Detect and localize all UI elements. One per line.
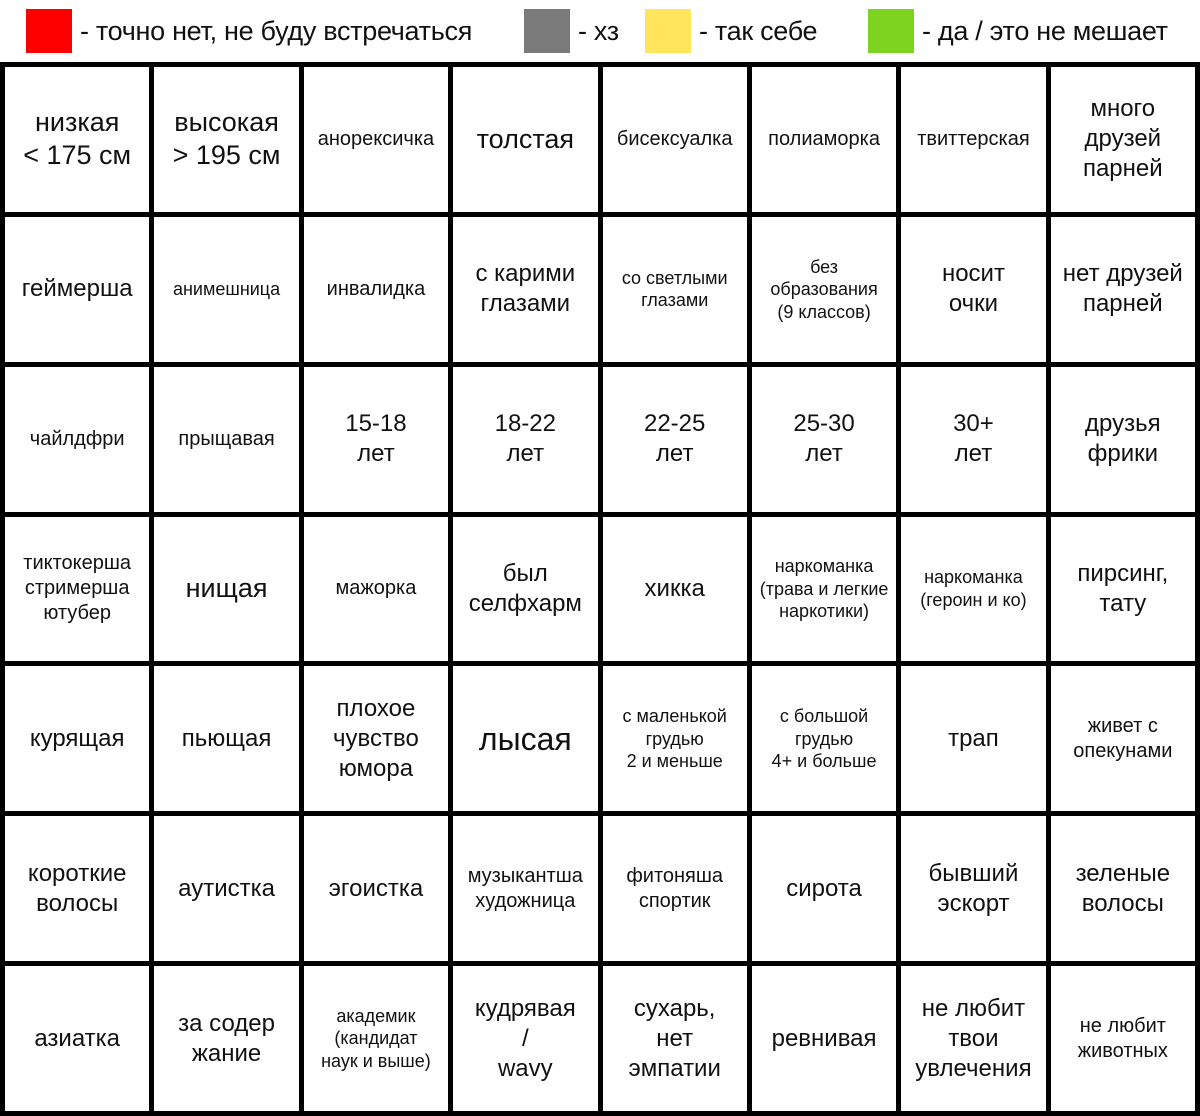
grid-cell[interactable]: со светлыми глазами [603, 217, 747, 362]
grid-cell[interactable]: без образования (9 классов) [752, 217, 896, 362]
grid-cell[interactable]: пьющая [154, 666, 298, 811]
grid-cell[interactable]: лысая [453, 666, 597, 811]
grid-cell[interactable]: плохое чувство юмора [304, 666, 448, 811]
grid-cell[interactable]: пирсинг, тату [1051, 517, 1195, 662]
grid-cell[interactable]: низкая < 175 см [5, 67, 149, 212]
grid-cell[interactable]: зеленые волосы [1051, 816, 1195, 961]
grid-cell[interactable]: 25-30 лет [752, 367, 896, 512]
grid-cell[interactable]: анимешница [154, 217, 298, 362]
grid-cell[interactable]: курящая [5, 666, 149, 811]
grid-cell[interactable]: академик (кандидат наук и выше) [304, 966, 448, 1111]
grid-cell[interactable]: нищая [154, 517, 298, 662]
grid-cell[interactable]: чайлдфри [5, 367, 149, 512]
grid-cell[interactable]: высокая > 195 см [154, 67, 298, 212]
grid-cell[interactable]: толстая [453, 67, 597, 212]
color-legend [0, 0, 1200, 62]
legend-label-meh: - так себе [699, 15, 818, 46]
grid-cell[interactable]: носит очки [901, 217, 1045, 362]
grid-cell[interactable]: короткие волосы [5, 816, 149, 961]
grid-cell[interactable]: не любит твои увлечения [901, 966, 1045, 1111]
yellow-swatch [645, 9, 691, 53]
bingo-grid [0, 62, 1200, 1116]
green-swatch [868, 9, 914, 53]
grid-cell[interactable]: трап [901, 666, 1045, 811]
grid-cell[interactable]: нет друзей парней [1051, 217, 1195, 362]
grid-cell[interactable]: друзья фрики [1051, 367, 1195, 512]
grid-cell[interactable]: тиктокерша стримерша ютубер [5, 517, 149, 662]
grid-cell[interactable]: ревнивая [752, 966, 896, 1111]
grid-cell[interactable]: бывший эскорт [901, 816, 1045, 961]
grid-cell[interactable]: 22-25 лет [603, 367, 747, 512]
grid-cell[interactable]: много друзей парней [1051, 67, 1195, 212]
grid-cell[interactable]: наркоманка (трава и легкие наркотики) [752, 517, 896, 662]
grid-cell[interactable]: музыкантша художница [453, 816, 597, 961]
grid-cell[interactable]: сухарь, нет эмпатии [603, 966, 747, 1111]
grid-cell[interactable]: геймерша [5, 217, 149, 362]
grid-cell[interactable]: хикка [603, 517, 747, 662]
grid-cell[interactable]: кудрявая / wavy [453, 966, 597, 1111]
grid-cell[interactable]: был селфхарм [453, 517, 597, 662]
grid-cell[interactable]: инвалидка [304, 217, 448, 362]
grid-cell[interactable]: не любит животных [1051, 966, 1195, 1111]
legend-label-yes: - да / это не мешает [922, 15, 1168, 46]
grid-cell[interactable]: с карими глазами [453, 217, 597, 362]
red-swatch [26, 9, 72, 53]
legend-item-meh [645, 0, 817, 62]
grid-cell[interactable]: полиаморка [752, 67, 896, 212]
legend-item-unsure [524, 0, 619, 62]
legend-item-yes [868, 0, 1168, 62]
grid-cell[interactable]: наркоманка (героин и ко) [901, 517, 1045, 662]
legend-label-unsure: - хз [578, 15, 619, 46]
grid-cell[interactable]: с маленькой грудью 2 и меньше [603, 666, 747, 811]
grid-cell[interactable]: мажорка [304, 517, 448, 662]
grid-cell[interactable]: бисексуалка [603, 67, 747, 212]
legend-label-no: - точно нет, не буду встречаться [80, 15, 473, 46]
grid-cell[interactable]: аутистка [154, 816, 298, 961]
grid-cell[interactable]: 15-18 лет [304, 367, 448, 512]
grid-cell[interactable]: твиттерская [901, 67, 1045, 212]
grid-cell[interactable]: 18-22 лет [453, 367, 597, 512]
grid-cell[interactable]: за содер жание [154, 966, 298, 1111]
gray-swatch [524, 9, 570, 53]
grid-cell[interactable]: фитоняша спортик [603, 816, 747, 961]
grid-cell[interactable]: сирота [752, 816, 896, 961]
legend-item-no [26, 0, 472, 62]
grid-cell[interactable]: живет с опекунами [1051, 666, 1195, 811]
grid-cell[interactable]: эгоистка [304, 816, 448, 961]
grid-cell[interactable]: с большой грудью 4+ и больше [752, 666, 896, 811]
grid-cell[interactable]: анорексичка [304, 67, 448, 212]
grid-cell[interactable]: прыщавая [154, 367, 298, 512]
grid-cell[interactable]: 30+ лет [901, 367, 1045, 512]
grid-cell[interactable]: азиатка [5, 966, 149, 1111]
